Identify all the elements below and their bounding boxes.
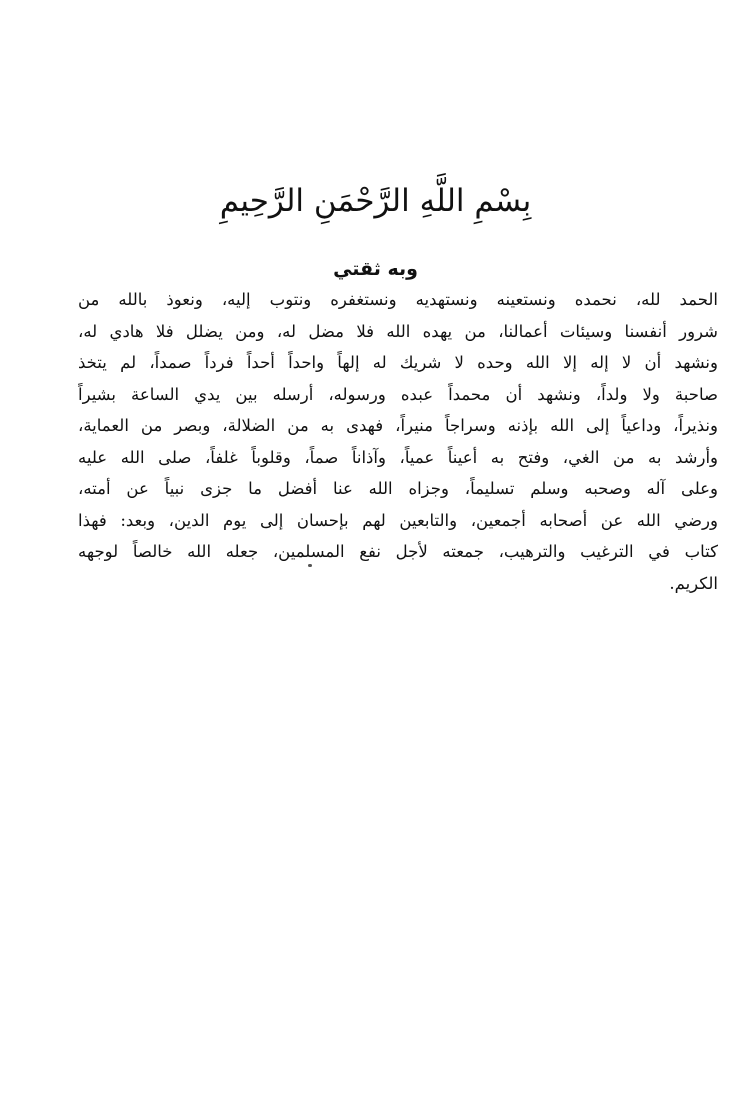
ink-speck — [308, 564, 312, 567]
text-line: الكريم. — [669, 573, 718, 593]
text-line: ونذيراً، وداعياً إلى الله بإذنه وسراجاً منيراً، فهدى به من الضلالة، وبصر من العماية، — [78, 416, 718, 435]
text-line: ونشهد أن لا إله إلا الله وحده لا شريك له إلهاً واحداً أحداً فرداً صمداً، لم يتخذ — [78, 353, 718, 372]
text-line: وعلى آله وصحبه وسلم تسليماً، وجزاه الله عنا أفضل ما جزى نبياً عن أمته، — [78, 479, 718, 498]
text-line: ورضي الله عن أصحابه أجمعين، والتابعين لهم بإحسان إلى يوم الدين، وبعد: فهذا — [78, 510, 718, 530]
page-subtitle: وبه ثقتي — [333, 258, 418, 280]
body-paragraph — [78, 284, 718, 599]
text-line: شرور أنفسنا وسيئات أعمالنا، من يهده الله فلا مضل له، ومن يضلل فلا هادي له، — [78, 321, 718, 341]
text-line: كتاب في الترغيب والترهيب، جمعته لأجل نفع المسلمين، جعله الله خالصاً لوجهه — [78, 542, 718, 561]
basmala-heading: بِسْمِ اللَّهِ الرَّحْمَنِ الرَّحِيمِ — [219, 183, 532, 219]
text-line: وأرشد به من الغي، وفتح به أعيناً عمياً، وآذاناً صماً، وقلوباً غلفاً، صلى الله عليه — [78, 447, 718, 467]
text-line: الحمد لله، نحمده ونستعينه ونستهديه ونستغفره ونتوب إليه، ونعوذ بالله من — [78, 290, 718, 309]
text-line: صاحبة ولا ولداً، ونشهد أن محمداً عبده ورسوله، أرسله بين يدي الساعة بشيراً — [78, 384, 718, 404]
